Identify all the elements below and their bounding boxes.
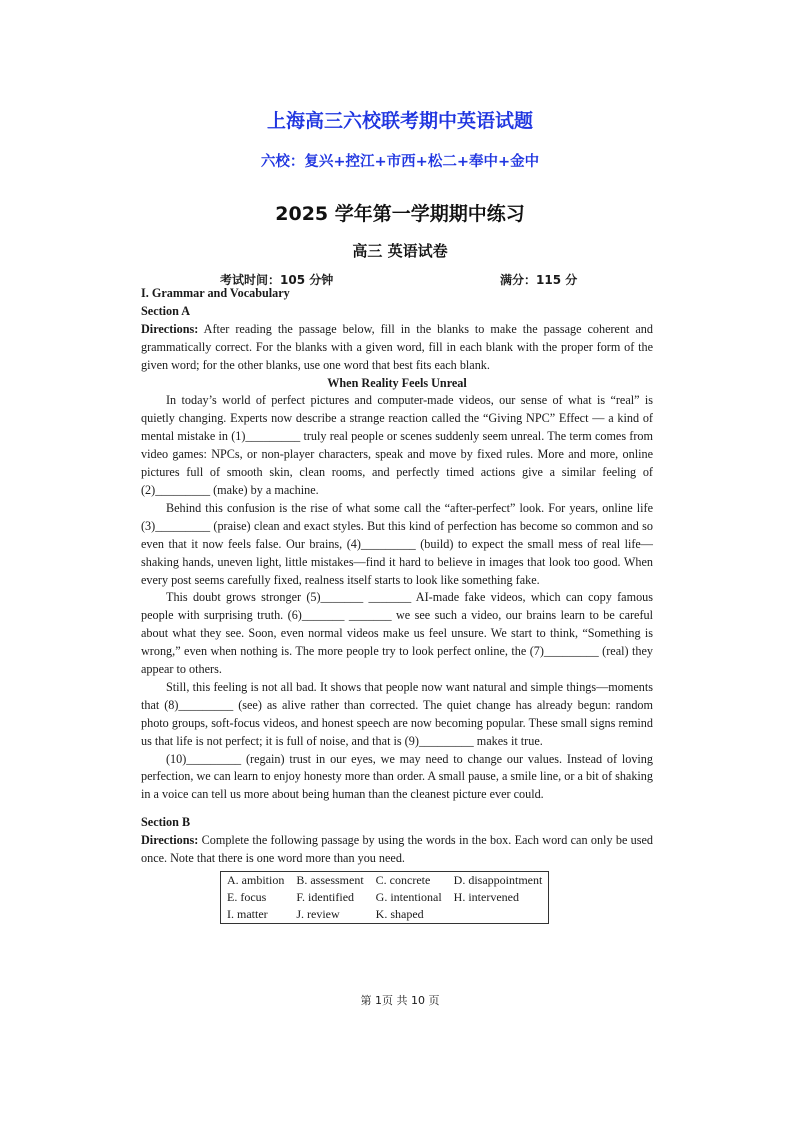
page-footer: 第 1页 共 10 页 <box>360 994 440 1007</box>
word-box <box>220 871 549 924</box>
passage-paragraph: In today’s world of perfect pictures and computer-made videos, our sense of what is “real” is quietly changing. Experts now describe a strange reaction called the “Giving NPC” Effect — a kind of mental mistake in (1)_________ truly real people or scenes suddenly seem unreal. The term comes from video games: NPCs, or non-player characters, speak and move by fixed rules. More and more, online pictures full of smooth skin, clean rooms, and perfectly timed actions give a similar feeling of (2)_________ (make) by a machine. <box>141 393 653 497</box>
passage-paragraph: (10)_________ (regain) trust in our eyes, we may need to change our values. Instead of loving perfection, we can learn to enjoy honesty more than order. A small pause, a smile line, or a bit of shaking in a voice can tell us more about being human than the cleanest picture ever could. <box>141 751 653 802</box>
full-marks: 满分：115 分 <box>500 273 578 287</box>
word-option: K. shaped <box>375 907 424 921</box>
main-title: 2025 学年第一学期期中练习 <box>275 203 525 225</box>
word-box-row <box>221 889 549 906</box>
word-option: B. assessment <box>296 873 364 887</box>
exam-content <box>141 285 653 924</box>
word-option: C. concrete <box>375 873 431 887</box>
word-option: A. ambition <box>227 873 285 887</box>
passage-title: When Reality Feels Unreal <box>327 375 467 390</box>
word-option: F. identified <box>296 890 355 904</box>
word-box-row <box>221 872 549 890</box>
word-option: I. matter <box>227 907 268 921</box>
passage-paragraph: Behind this confusion is the rise of what some call the “after-perfect” look. For years, online life (3)_________ (praise) clean and exact styles. But this kind of perfection has become so common and so even that it now feels false. Our brains, (4)_________ (build) to expect the small mess of real life—shaking hands, uneven light, little mistakes—find it hard to believe in images that look too good. When every post seems carefully fixed, realness itself starts to look like something fake. <box>141 500 653 587</box>
schools-line: 六校：复兴+控江+市西+松二+奉中+金中 <box>260 154 540 170</box>
word-option: E. focus <box>227 890 267 904</box>
word-option: J. review <box>296 907 340 921</box>
passage-paragraph: Still, this feeling is not all bad. It shows that people now want natural and simple things—moments that (8)_________ (see) as alive rather than corrected. The quiet change has already begun: random photo groups, soft-focus videos, and honest speech are now becoming popular. These small signs remind us that life is not perfect; it is full of noise, and that is (9)_________ makes it true. <box>141 679 653 748</box>
passage-paragraph: This doubt grows stronger (5)_______ _______ AI-made fake videos, which can copy famous people with surprising truth. (6)_______ _______ we see such a video, our brains learn to be careful about what they see. Soon, even normal videos make us feel unsure. We start to think, “Something is wrong,” even when nothing is. The more people try to look perfect online, the (7)_________ (real) they appear to others. <box>141 590 653 677</box>
directions-label: Directions: <box>141 321 199 336</box>
word-option: H. intervened <box>453 890 519 904</box>
exam-time: 考试时间：105 分钟 <box>220 273 334 287</box>
word-option <box>448 906 549 924</box>
section-b-directions <box>141 832 653 868</box>
section-a-directions <box>141 321 653 375</box>
sub-title: 高三 英语试卷 <box>352 242 448 260</box>
section-b-heading: Section B <box>141 815 191 830</box>
section-a-heading: Section A <box>141 303 191 318</box>
directions-text: After reading the passage below, fill in the blanks to make the passage coherent and grammatically correct. For the blanks with a given word, fill in each blank with the proper form of the given word; for the other blanks, use one word that best fits each blank. <box>141 321 653 372</box>
word-option: D. disappointment <box>453 873 543 887</box>
word-box-row <box>221 906 549 924</box>
directions-text: Complete the following passage by using the words in the box. Each word can only be used once. Note that there is one word more than you need. <box>141 833 653 866</box>
part-heading: I. Grammar and Vocabulary <box>141 286 290 300</box>
exam-title: 上海高三六校联考期中英语试题 <box>266 110 533 132</box>
word-option: G. intentional <box>375 890 442 904</box>
directions-label: Directions: <box>141 833 199 848</box>
